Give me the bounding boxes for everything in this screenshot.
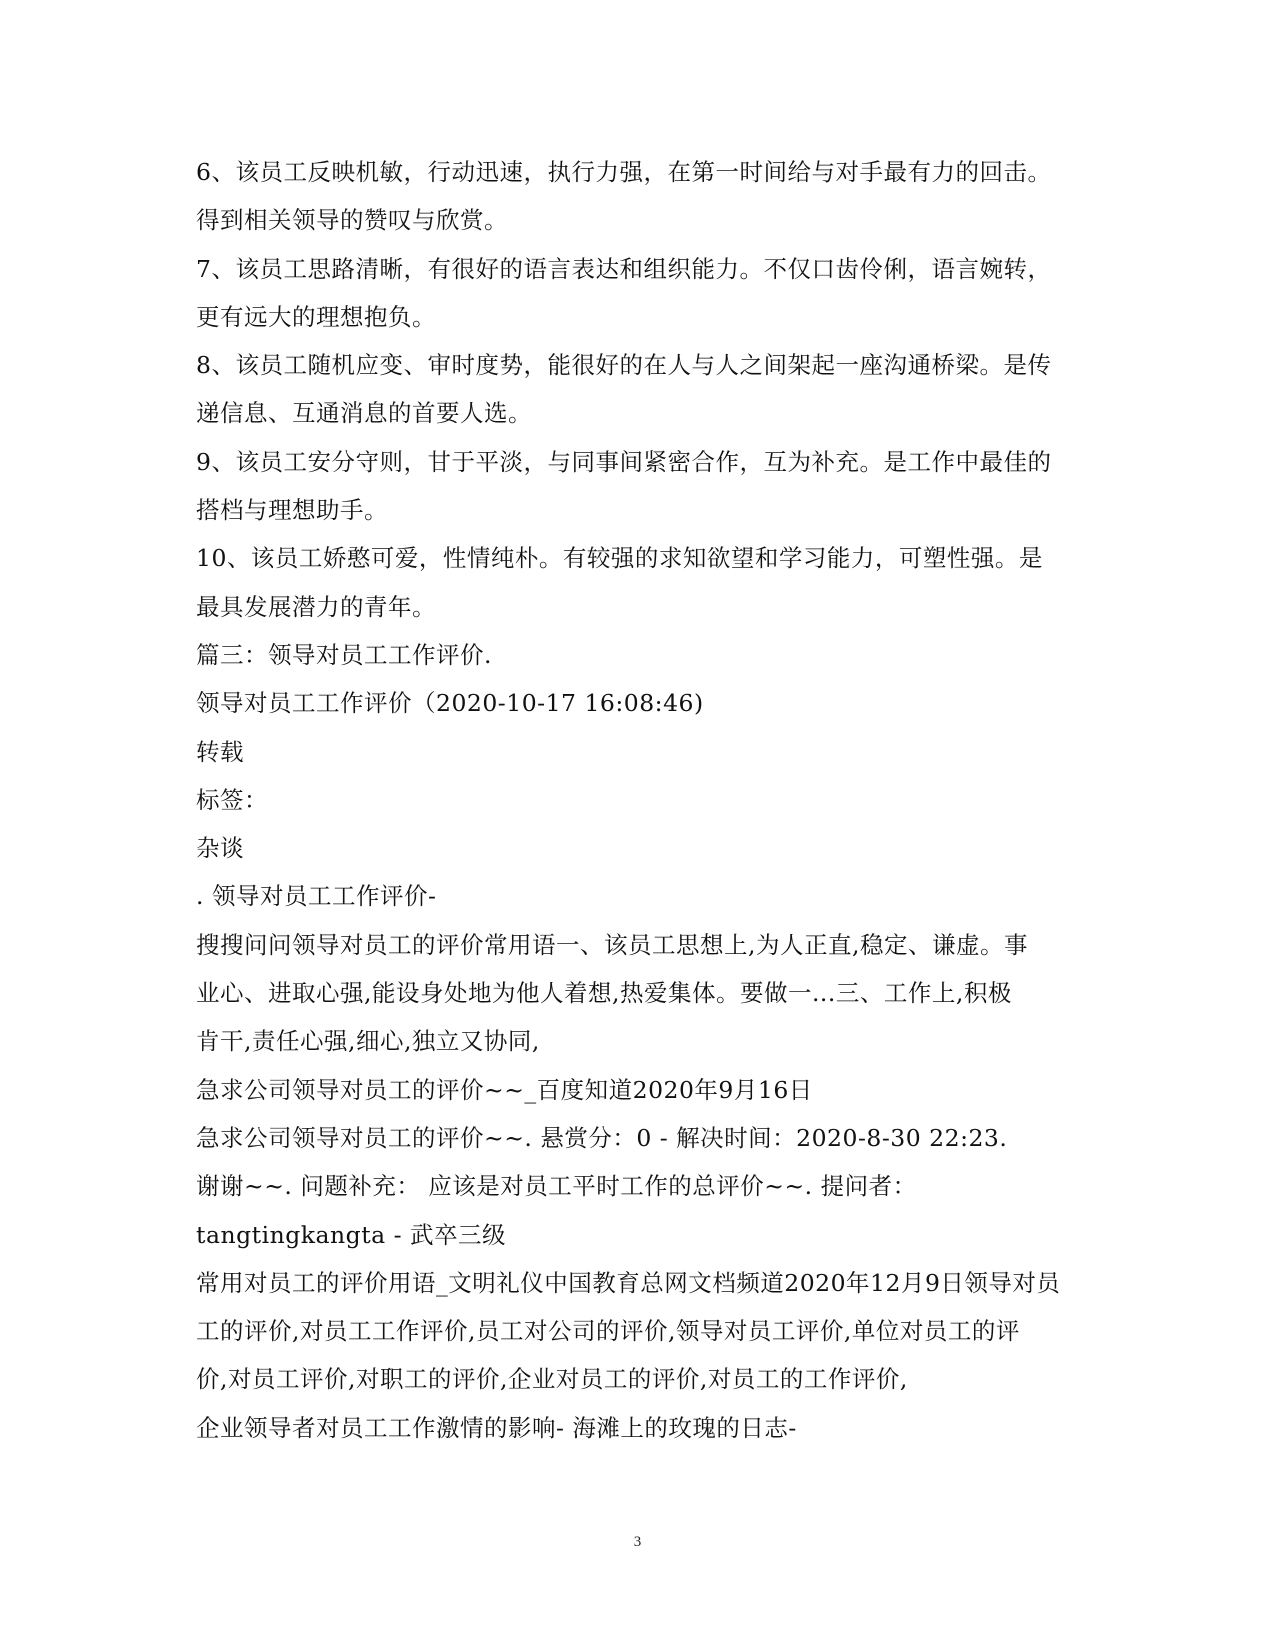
- text-line: 得到相关领导的赞叹与欣赏。: [196, 206, 508, 235]
- text-line: 最具发展潜力的青年。: [196, 592, 436, 621]
- article-title: 领导对员工工作评价（2020-10-17 16:08:46): [196, 689, 704, 718]
- text-line: 谢谢~~. 问题补充： 应该是对员工平时工作的总评价~~. 提问者：: [196, 1172, 917, 1201]
- text-line: 搭档与理想助手。: [196, 496, 388, 525]
- text-line: 工的评价,对员工工作评价,员工对公司的评价,领导对员工评价,单位对员工的评: [196, 1317, 1020, 1346]
- text-line: 6、该员工反映机敏，行动迅速，执行力强，在第一时间给与对手最有力的回击。: [196, 158, 1052, 186]
- tags-label: 标签：: [196, 785, 268, 814]
- text-line: 搜搜问问领导对员工的评价常用语一、该员工思想上,为人正直,稳定、谦虚。事: [196, 930, 1028, 959]
- text-line: 价,对员工评价,对职工的评价,企业对员工的评价,对员工的工作评价,: [196, 1365, 908, 1394]
- text-line: 10、该员工娇憨可爱，性情纯朴。有较强的求知欲望和学习能力，可塑性强。是: [196, 544, 1043, 573]
- text-line: 8、该员工随机应变、审时度势，能很好的在人与人之间架起一座沟通桥梁。是传: [196, 351, 1052, 380]
- text-line: 业心、进取心强,能设身处地为他人着想,热爱集体。要做一...三、工作上,积极: [196, 979, 1012, 1008]
- text-line: 9、该员工安分守则，甘于平淡，与同事间紧密合作，互为补充。是工作中最佳的: [196, 447, 1052, 476]
- text-line: 肯干,责任心强,细心,独立又协同,: [196, 1027, 540, 1056]
- text-line: 递信息、互通消息的首要人选。: [196, 399, 532, 428]
- text-line: 常用对员工的评价用语_文明礼仪中国教育总网文档频道2020年12月9日领导对员: [196, 1268, 1061, 1297]
- text-line: 7、该员工思路清晰，有很好的语言表达和组织能力。不仅口齿伶俐，语言婉转，: [196, 254, 1052, 283]
- text-line: 急求公司领导对员工的评价~~_百度知道2020年9月16日: [196, 1075, 813, 1104]
- text-line: 更有远大的理想抱负。: [196, 302, 436, 331]
- text-line: 急求公司领导对员工的评价~~. 悬赏分：0 - 解决时间：2020-8-30 22:23.: [196, 1123, 1008, 1152]
- tag-value: 杂谈: [196, 834, 244, 863]
- section-heading: 篇三：领导对员工工作评价.: [196, 640, 492, 669]
- text-line: tangtingkangta - 武卒三级: [196, 1220, 507, 1249]
- document-body: [196, 148, 1086, 1452]
- page-number: 3: [633, 1534, 642, 1550]
- text-line: 企业领导者对员工工作激情的影响- 海滩上的玫瑰的日志-: [196, 1413, 797, 1442]
- text-line: . 领导对员工工作评价-: [196, 882, 437, 911]
- text-line: 转载: [196, 737, 244, 766]
